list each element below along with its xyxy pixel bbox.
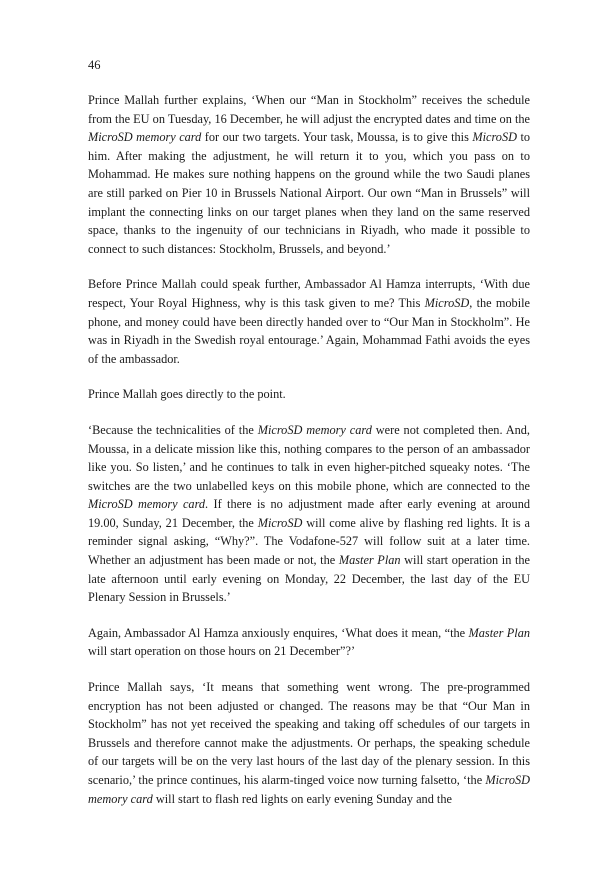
text-segment: Prince Mallah goes directly to the point. [88,387,286,402]
text-segment: Prince Mallah further explains, ‘When our “Man in Stockholm” receives the schedule from the EU on Tuesday, 16 December, he will adjust the encrypted dates and time on the [88,93,530,126]
text-segment: ‘Because the technicalities of the [88,422,258,437]
text-segment: will start operation in the late afternoon until early evening on Monday, 22 December, the last day of the EU Plenary Session in Brussels.’ [88,553,531,605]
italic-text: MicroSD memory card [88,497,206,512]
text-segment: for our two targets. Your task, Moussa, is to give this [201,130,473,145]
text-segment: . If there is no adjustment made after early evening at around 19.00, Sunday, 21 December, the [88,497,530,530]
italic-text: Master Plan [338,553,401,568]
paragraph [88,275,530,368]
italic-text: MicroSD memory card [88,130,202,145]
paragraph [88,385,530,404]
body-text [88,91,530,808]
text-segment: Before Prince Mallah could speak further, Ambassador Al Hamza interrupts, ‘With due respect, Your Royal Highness, why is this task given to me? This [88,277,530,310]
text-segment: to him. After making the adjustment, he will return it to you, which you pass on to Mohammad. He makes sure nothing happens on the ground while the two Saudi planes are still parked on Pier 10 in Brussels National Airport. Our own “Man in Brussels” will implant the connecting links on our target planes when they land on the same reserved space, thanks to the ingenuity of our technicians in Riyadh, who made it possible to connect to such distances: Stockholm, Brussels, and beyond.’ [88,130,531,256]
italic-text: MicroSD [424,295,470,310]
book-page [88,56,530,825]
text-segment: , the mobile phone, and money could have been directly handed over to “Our Man in Stockholm”. He was in Riyadh in the Swedish royal entourage.’ Again, Mohammad Fathi avoids the eyes of the ambassador. [88,295,530,366]
italic-text: Master Plan [468,625,530,640]
text-segment: will come alive by flashing red lights. It is a reminder signal asking, “Why?”. The Vodafone-527 will follow suit at a later time. Whether an adjustment has been made or not, the [88,515,531,568]
text-segment: will start to flash red lights on early evening Sunday and the [152,791,452,806]
italic-text: MicroSD [257,515,303,530]
text-segment: Prince Mallah says, ‘It means that something went wrong. The pre-programmed encryption has not been adjusted or changed. The reasons may be that “Our Man in Stockholm” has not yet received the speaking and taking off schedules of our targets in Brussels and therefore cannot make the adjustments. Or perhaps, the speaking schedule of our targets will be on the very last hours of the last day of the plenary session. In this scenario,’ the prince continues, his alarm-tinged voice now turning falsetto, ‘the [88,680,530,787]
italic-text: MicroSD memory card [88,773,530,806]
text-segment: were not completed then. And, Moussa, in a delicate mission like this, nothing compares to the person of an ambassador like you. So listen,’ and he continues to talk in even higher-pitched squeaky notes. ‘The switches are the two unlabelled keys on this mobile phone, which are connected to the [88,422,531,493]
paragraph [88,624,530,661]
paragraph [88,678,530,808]
text-segment: will start operation on those hours on 21 December”?’ [88,644,356,659]
italic-text: MicroSD [472,130,517,145]
paragraph [88,421,530,607]
italic-text: MicroSD memory card [257,422,372,437]
text-segment: Again, Ambassador Al Hamza anxiously enquires, ‘What does it mean, “the [88,625,469,640]
page-number: 46 [88,58,101,72]
paragraph [88,91,530,258]
